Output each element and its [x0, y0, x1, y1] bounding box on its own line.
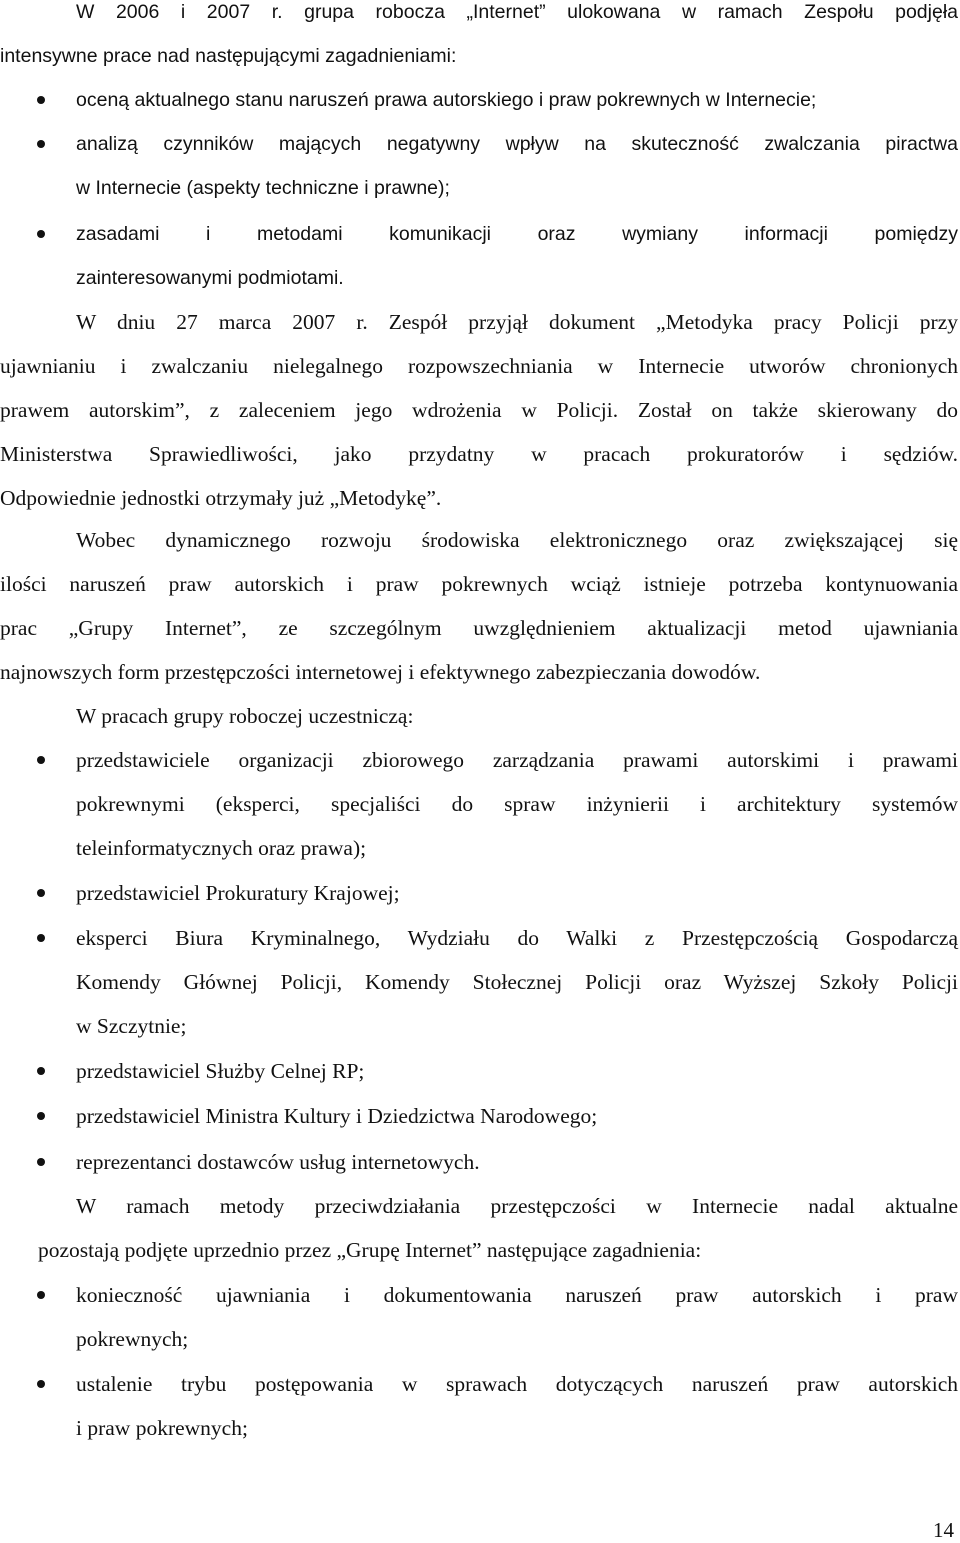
- paragraph-wobec: [0, 518, 958, 694]
- paragraph-line: prawem autorskim”, z zaleceniem jego wdrożenia w Policji. Został on także skierowany do: [0, 398, 958, 422]
- paragraph-line: Ministerstwa Sprawiedliwości, jako przydatny w pracach prokuratorów i sędziów.: [0, 442, 958, 466]
- bullet-icon: [37, 140, 45, 148]
- list-item-line: przedstawiciel Prokuratury Krajowej;: [76, 881, 400, 905]
- list-item-line: i praw pokrewnych;: [76, 1416, 248, 1440]
- list-item-line: zasadami i metodami komunikacji oraz wymiany informacji pomiędzy: [76, 223, 958, 245]
- list-item-line: oceną aktualnego stanu naruszeń prawa autorskiego i praw pokrewnych w Internecie;: [76, 89, 817, 111]
- list-item-line: przedstawiciel Służby Celnej RP;: [76, 1059, 365, 1083]
- paragraph-line: W pracach grupy roboczej uczestniczą:: [76, 704, 414, 728]
- paragraph-line: ujawnianiu i zwalczaniu nielegalnego rozpowszechniania w Internecie utworów chronionych: [0, 354, 958, 378]
- bullet-icon: [37, 1112, 45, 1120]
- list-item-line: reprezentanci dostawców usług internetowych.: [76, 1150, 480, 1174]
- paragraph-line: ilości naruszeń praw autorskich i praw pokrewnych wciąż istnieje potrzeba kontynuowania: [0, 572, 958, 596]
- paragraph-line: Wobec dynamicznego rozwoju środowiska elektronicznego oraz zwiększającej się: [76, 528, 958, 552]
- paragraph-uczestnicza: [0, 694, 958, 738]
- list-item-line: w Internecie (aspekty techniczne i prawne);: [76, 177, 450, 199]
- list-item-line: w Szczytnie;: [76, 1014, 187, 1038]
- list-item-line: pokrewnymi (eksperci, specjaliści do spraw inżynierii i architektury systemów: [76, 792, 958, 816]
- paragraph-line: W ramach metody przeciwdziałania przestępczości w Internecie nadal aktualne: [76, 1194, 958, 1218]
- paragraph-metodyka: [0, 300, 958, 520]
- bullet-icon: [37, 756, 45, 764]
- bullet-icon: [37, 1067, 45, 1075]
- bullet-icon: [37, 1380, 45, 1388]
- list-item-line: analizą czynników mających negatywny wpływ na skuteczność zwalczania piractwa: [76, 133, 958, 155]
- paragraph-line: W dniu 27 marca 2007 r. Zespół przyjął dokument „Metodyka pracy Policji przy: [76, 310, 958, 334]
- paragraph-line: najnowszych form przestępczości internetowej i efektywnego zabezpieczania dowodów.: [0, 660, 761, 684]
- list-item-line: przedstawiciele organizacji zbiorowego zarządzania prawami autorskimi i prawami: [76, 748, 958, 772]
- list-item-line: teleinformatycznych oraz prawa);: [76, 836, 367, 860]
- paragraph-intro: [0, 0, 958, 78]
- bullet-icon: [37, 934, 45, 942]
- bullet-icon: [37, 1158, 45, 1166]
- list-item-line: konieczność ujawniania i dokumentowania naruszeń praw autorskich i praw: [76, 1283, 958, 1307]
- list-item-line: zainteresowanymi podmiotami.: [76, 267, 344, 289]
- list-item-line: eksperci Biura Kryminalnego, Wydziału do Walki z Przestępczością Gospodarczą: [76, 926, 958, 950]
- list-item-line: pokrewnych;: [76, 1327, 189, 1351]
- list-item-line: Komendy Głównej Policji, Komendy Stołecznej Policji oraz Wyższej Szkoły Policji: [76, 970, 958, 994]
- bullet-icon: [37, 1291, 45, 1299]
- list-item-line: ustalenie trybu postępowania w sprawach dotyczących naruszeń praw autorskich: [76, 1372, 958, 1396]
- page-number: 14: [933, 1518, 954, 1542]
- bullet-icon: [37, 230, 45, 238]
- list-item-line: przedstawiciel Ministra Kultury i Dziedzictwa Narodowego;: [76, 1104, 598, 1128]
- bullet-icon: [37, 96, 45, 104]
- paragraph-line: intensywne prace nad następującymi zagadnieniami:: [0, 45, 457, 67]
- paragraph-line: pozostają podjęte uprzednio przez „Grupę Internet” następujące zagadnienia:: [38, 1238, 702, 1262]
- paragraph-line: W 2006 i 2007 r. grupa robocza „Internet” ulokowana w ramach Zespołu podjęła: [76, 1, 958, 23]
- paragraph-line: prac „Grupy Internet”, ze szczególnym uwzględnieniem aktualizacji metod ujawniania: [0, 616, 958, 640]
- bullet-icon: [37, 889, 45, 897]
- paragraph-line: Odpowiednie jednostki otrzymały już „Metodykę”.: [0, 486, 442, 510]
- paragraph-w-ramach: [0, 1184, 958, 1272]
